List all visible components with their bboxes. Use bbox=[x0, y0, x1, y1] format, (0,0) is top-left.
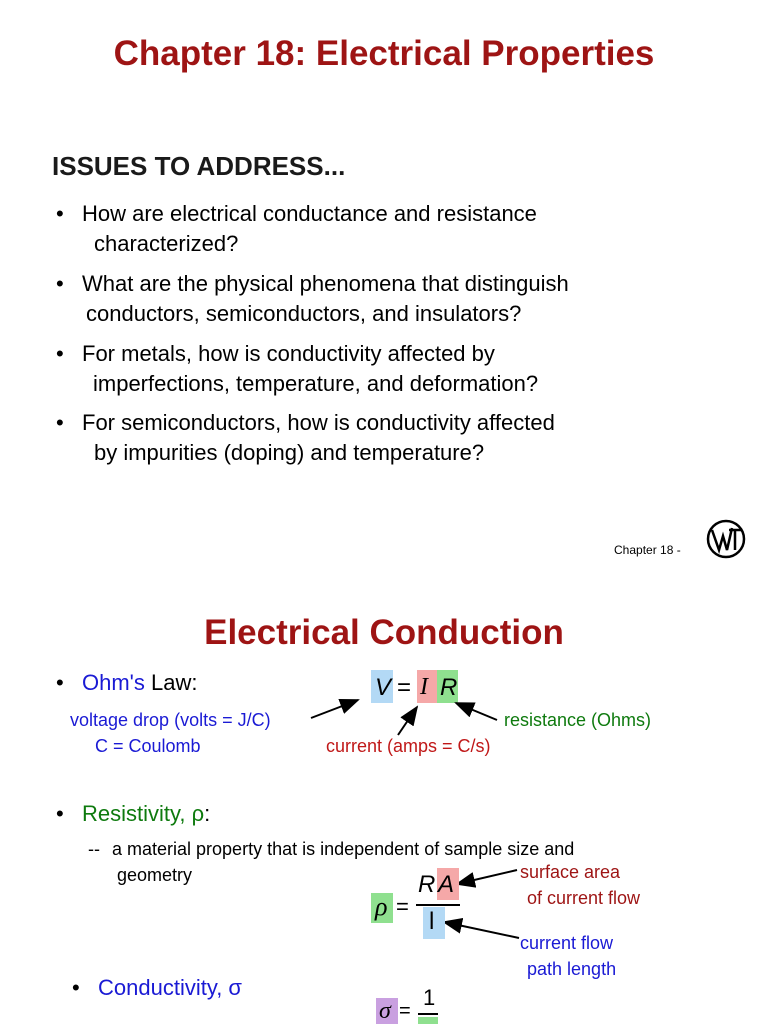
bullet-item: • What are the physical phenomena that distinguish conductors, semiconductors, and insulators? bbox=[56, 271, 569, 326]
rho-denominator-highlight bbox=[418, 1017, 438, 1024]
path-length-label: current flow path length bbox=[520, 933, 617, 979]
eq-v: V bbox=[375, 674, 392, 701]
conductivity-bullet: • Conductivity, σ bbox=[72, 975, 242, 1000]
resistivity-description: -- a material property that is independent of sample size and geometry bbox=[88, 839, 575, 885]
resistance-label: resistance (Ohms) bbox=[504, 710, 652, 730]
fraction-bar bbox=[416, 904, 460, 906]
ohms-law-bullet: • Ohm's Law: bbox=[56, 670, 198, 695]
issues-heading: ISSUES TO ADDRESS... bbox=[52, 151, 346, 181]
rho-equals: = bbox=[396, 894, 409, 919]
slide-footer: Chapter 18 - bbox=[614, 543, 681, 557]
sigma-equals: = bbox=[399, 1000, 411, 1022]
resistivity-bullet: • Resistivity, ρ: bbox=[56, 801, 211, 826]
eq-equals: = bbox=[397, 674, 412, 701]
slide2-title: Electrical Conduction bbox=[204, 613, 564, 652]
sigma-symbol: σ bbox=[379, 998, 391, 1024]
rho-symbol: ρ bbox=[375, 892, 388, 921]
sigma-numerator: 1 bbox=[423, 985, 436, 1010]
rho-r: R bbox=[418, 871, 436, 898]
bullet-item: • For semiconductors, how is conductivity affected by impurities (doping) and temperature? bbox=[56, 410, 555, 465]
slide1-title: Chapter 18: Electrical Properties bbox=[113, 34, 655, 73]
eq-i: I bbox=[420, 674, 428, 700]
bullet-item: • For metals, how is conductivity affected by imperfections, temperature, and deformation? bbox=[56, 341, 539, 396]
current-label: current (amps = C/s) bbox=[326, 736, 491, 756]
rho-a: A bbox=[438, 871, 455, 898]
eq-r: R bbox=[440, 674, 458, 701]
sigma-fraction-bar bbox=[418, 1013, 438, 1015]
bullet-item: • How are electrical conductance and resistance characterized? bbox=[56, 201, 537, 256]
coulomb-label: C = Coulomb bbox=[95, 736, 201, 756]
surface-area-label: surface area of current flow bbox=[520, 862, 641, 908]
voltage-label: voltage drop (volts = J/C) bbox=[70, 710, 271, 730]
rho-l: l bbox=[429, 908, 435, 935]
